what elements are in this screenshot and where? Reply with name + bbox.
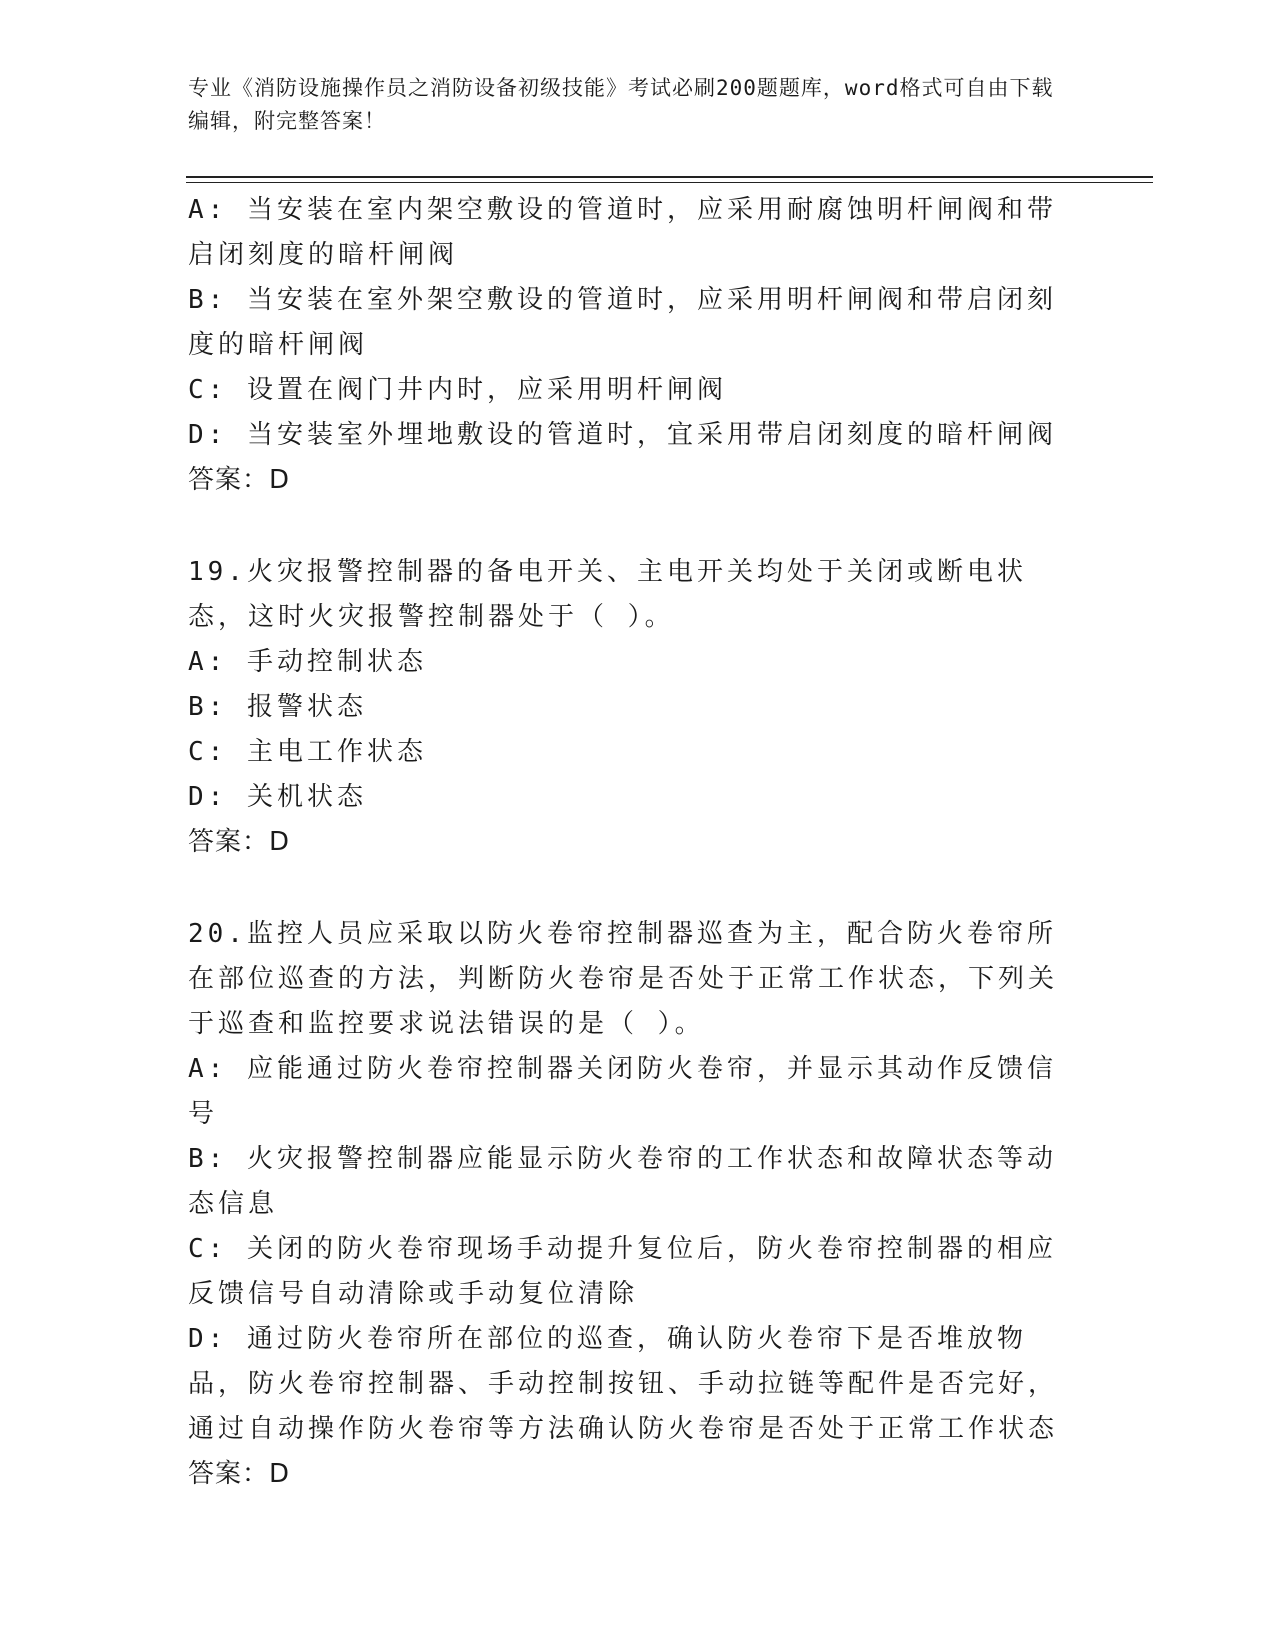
question-19-block [188, 550, 1078, 865]
header-divider [186, 176, 1153, 178]
q18-option-c: C: 设置在阀门井内时，应采用明杆闸阀 [188, 375, 727, 405]
q18-option-b: B: 当安装在室外架空敷设的管道时，应采用明杆闸阀和带启闭刻度的暗杆闸阀 [188, 285, 1057, 360]
q18-option-d: D: 当安装室外埋地敷设的管道时，宜采用带启闭刻度的暗杆闸阀 [188, 420, 1057, 450]
document-body [188, 188, 1078, 1497]
q19-answer: 答案：D [188, 827, 291, 857]
q20-option-d: D: 通过防火卷帘所在部位的巡查，确认防火卷帘下是否堆放物品，防火卷帘控制器、手动控制按钮、手动拉链等配件是否完好，通过自动操作防火卷帘等方法确认防火卷帘是否处于正常工作状态 [188, 1324, 1059, 1444]
q20-option-a: A: 应能通过防火卷帘控制器关闭防火卷帘，并显示其动作反馈信号 [188, 1054, 1057, 1129]
q19-option-a: A: 手动控制状态 [188, 647, 427, 677]
q20-answer: 答案：D [188, 1459, 291, 1489]
q19-question: 19.火灾报警控制器的备电开关、主电开关均处于关闭或断电状态，这时火灾报警控制器处于（ ）。 [188, 557, 1027, 632]
header-divider-thin [186, 182, 1153, 183]
question-20-block [188, 912, 1078, 1497]
page-header: 专业《消防设施操作员之消防设备初级技能》考试必刷200题题库，word格式可自由下载编辑，附完整答案！ [188, 76, 1054, 133]
q20-question: 20.监控人员应采取以防火卷帘控制器巡查为主，配合防火卷帘所在部位巡查的方法，判断防火卷帘是否处于正常工作状态，下列关于巡查和监控要求说法错误的是（ ）。 [188, 919, 1059, 1039]
q20-option-c: C: 关闭的防火卷帘现场手动提升复位后，防火卷帘控制器的相应反馈信号自动清除或手动复位清除 [188, 1234, 1057, 1309]
question-18-block [188, 188, 1078, 503]
q20-option-b: B: 火灾报警控制器应能显示防火卷帘的工作状态和故障状态等动态信息 [188, 1144, 1057, 1219]
q18-option-a: A: 当安装在室内架空敷设的管道时，应采用耐腐蚀明杆闸阀和带启闭刻度的暗杆闸阀 [188, 195, 1057, 270]
spacer [188, 503, 1078, 550]
q18-answer: 答案：D [188, 465, 291, 495]
spacer [188, 865, 1078, 912]
q19-option-d: D: 关机状态 [188, 782, 367, 812]
q19-option-c: C: 主电工作状态 [188, 737, 427, 767]
q19-option-b: B: 报警状态 [188, 692, 367, 722]
